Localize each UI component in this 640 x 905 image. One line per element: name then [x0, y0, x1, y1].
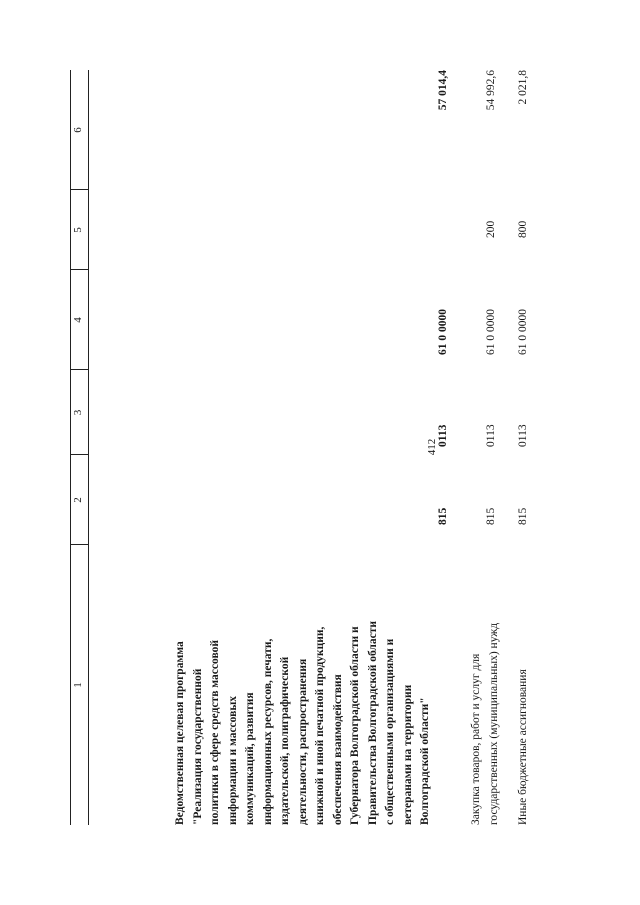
column-header-4: 4: [72, 317, 84, 323]
row-procurement-code: 815: [485, 507, 497, 525]
column-header-6: 6: [72, 127, 84, 133]
row-other-amount: 2 021,8: [517, 70, 529, 105]
budget-table: [40, 70, 529, 825]
row-program-target-article: 61 0 0000: [437, 309, 449, 355]
column-header-1: 1: [72, 682, 84, 688]
header-bottom-rule: [88, 70, 89, 825]
row-other-code: 815: [517, 507, 529, 525]
row-other-description: Иные бюджетные ассигнования: [517, 669, 529, 825]
row-program-code: 815: [437, 507, 449, 525]
row-other-target-article: 61 0 0000: [517, 309, 529, 355]
column-header-5: 5: [72, 227, 84, 233]
row-program-description: Ведомственная целевая программа "Реализация государственной политики в сфере средств массовой информации и массовых коммуникаций, развития информационных ресурсов, печати, издательской, полиграфической деятельности, распространения книжной и иной печатной продукции, обеспечения взаимодействия Губернатора Волгоградской области и Правительства Волгоградской области с общественными организациями и ветеранами на территории Волгоградской области": [174, 620, 431, 825]
column-header-3: 3: [72, 409, 84, 416]
row-procurement-description: Закупка товаров, работ и услуг для государственных (муниципальных) нужд: [470, 622, 500, 825]
row-program-section: 0113: [437, 424, 449, 447]
row-procurement-amount: 54 992,6: [485, 70, 497, 111]
column-header-2: 2: [72, 497, 84, 503]
header-top-rule: [70, 70, 71, 825]
row-program-amount: 57 014,4: [437, 70, 449, 111]
row-procurement-section: 0113: [485, 424, 497, 447]
row-other-section: 0113: [517, 424, 529, 447]
row-procurement-target-article: 61 0 0000: [485, 309, 497, 355]
row-procurement-expense-type: 200: [485, 220, 497, 238]
row-other-expense-type: 800: [517, 220, 529, 238]
page-number: 412: [426, 438, 438, 456]
